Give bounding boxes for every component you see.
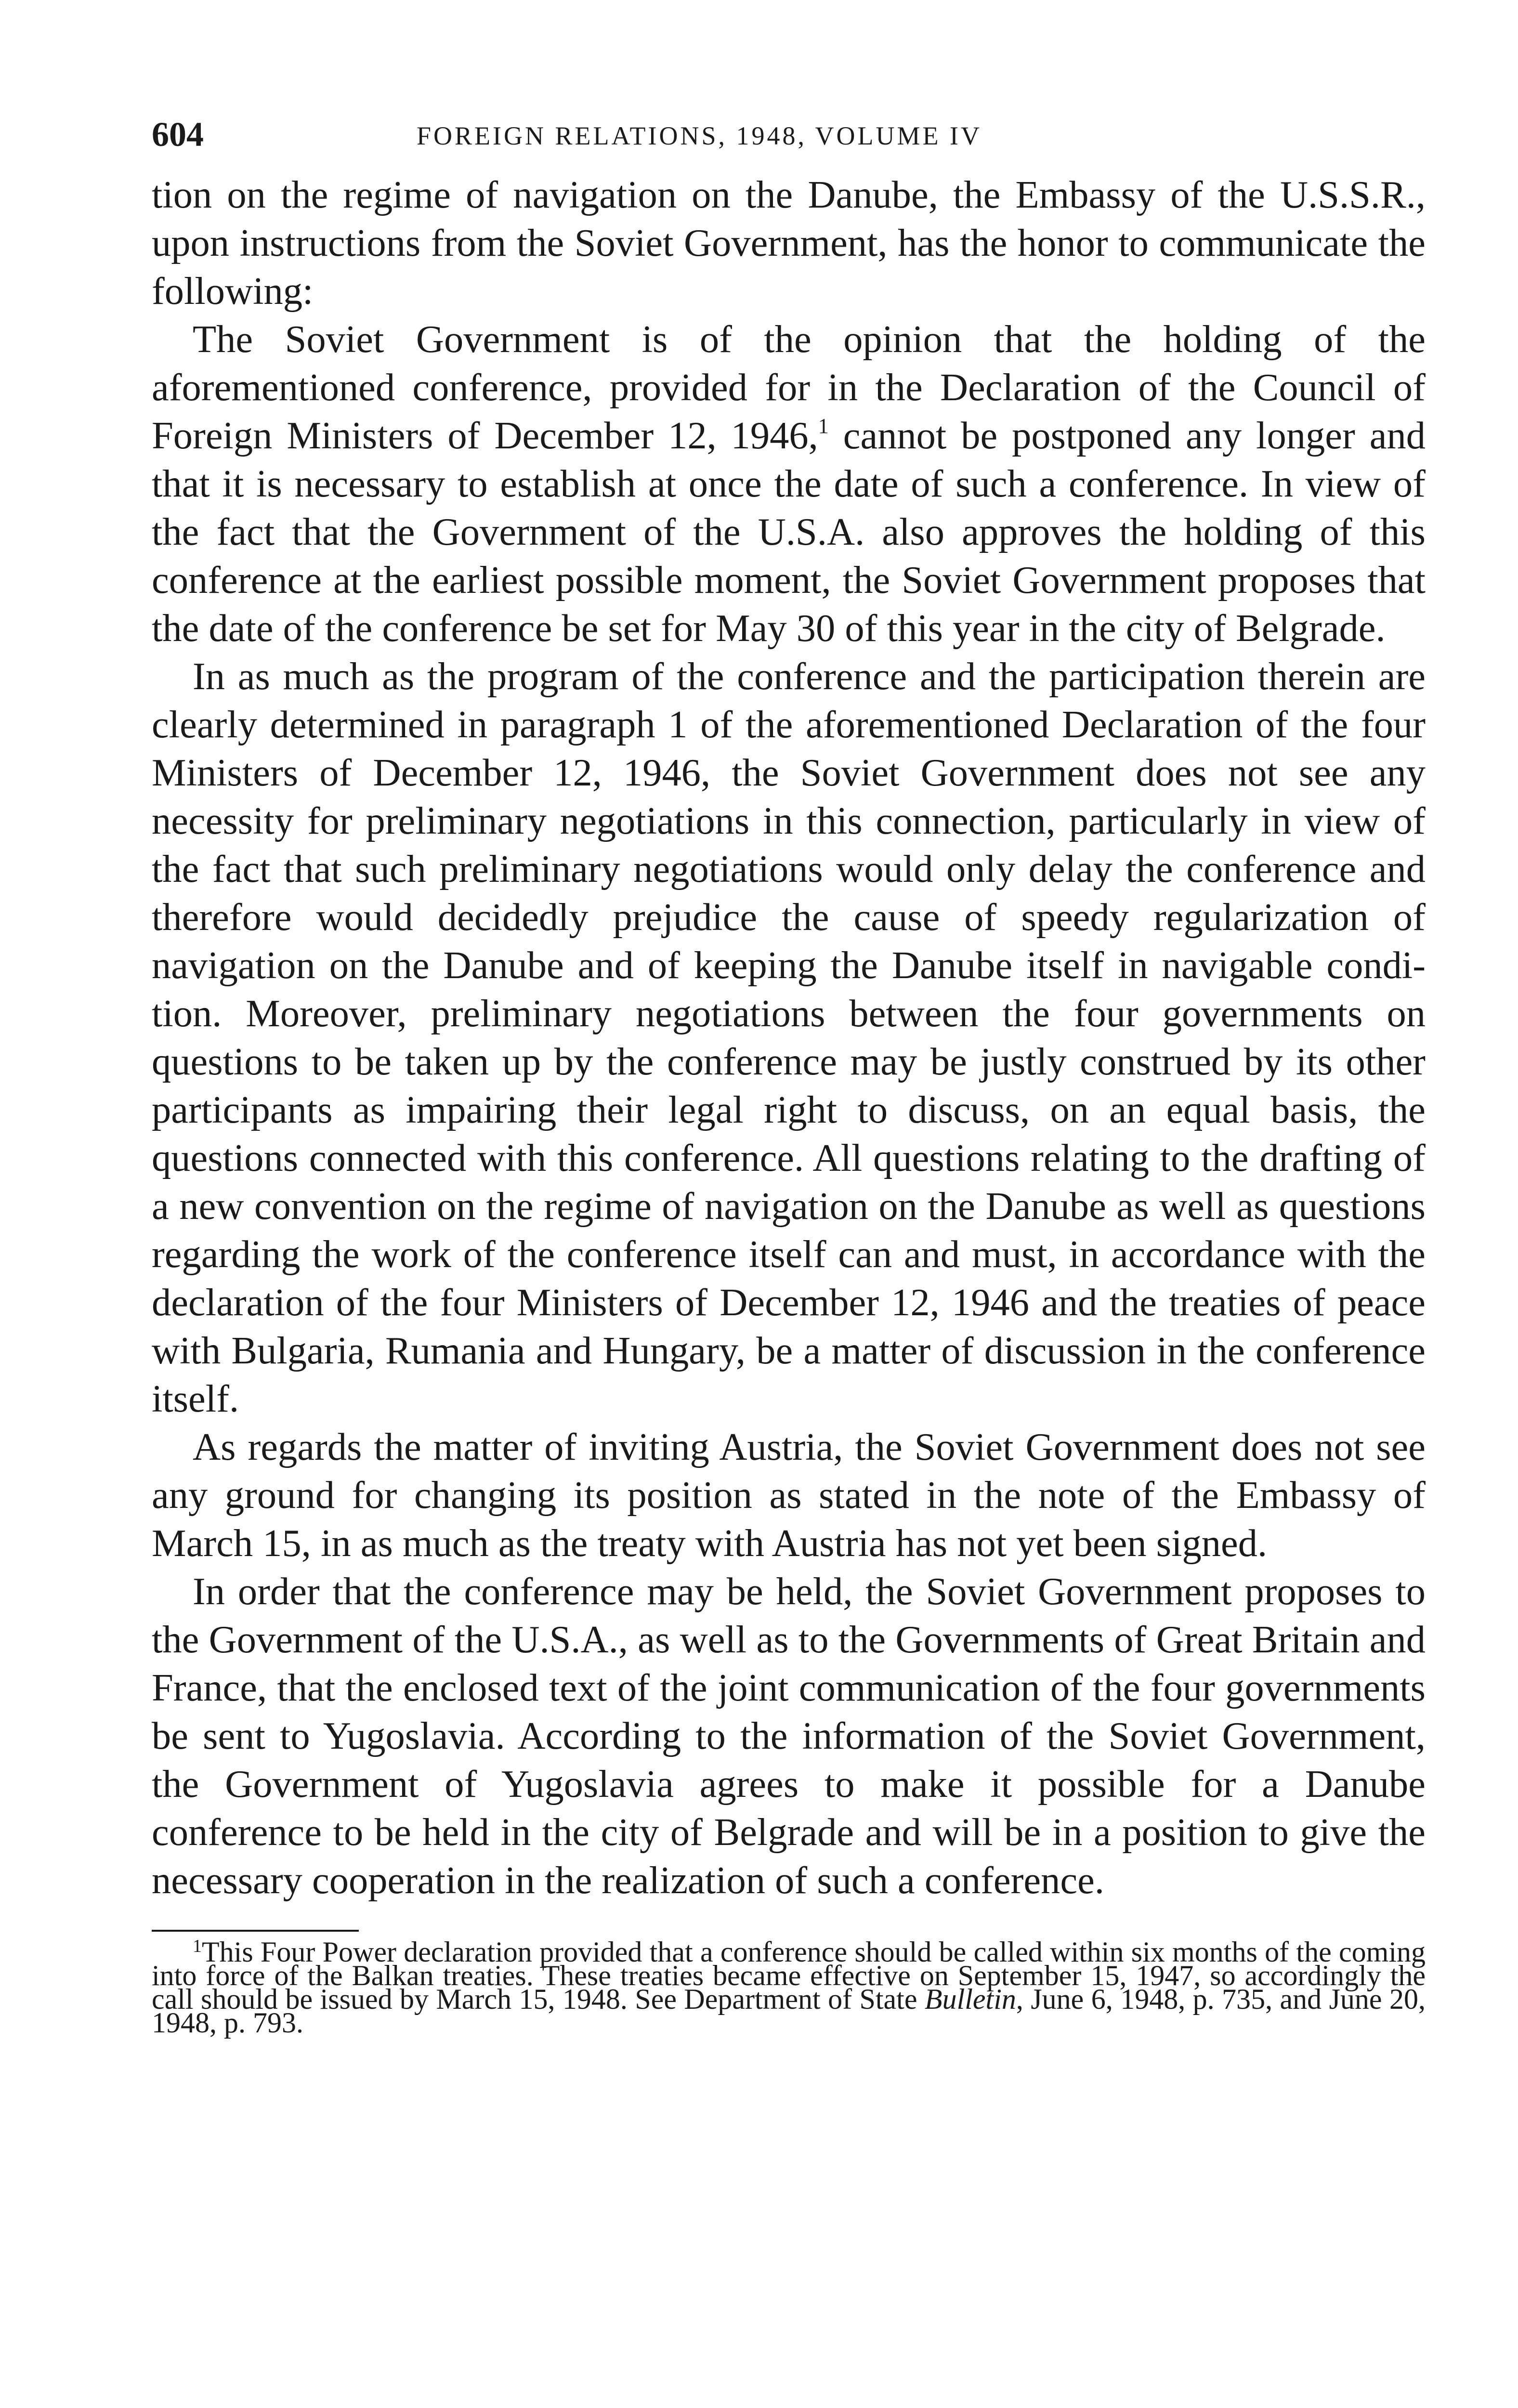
page-header: [152, 104, 1426, 171]
paragraph-text: The Soviet Government is of the opinion that the holding of the aforementioned conference, provided for in the Declaration of the Council of Foreign Ministers of December 12, 1946,: [152, 318, 1426, 457]
running-head: FOREIGN RELATIONS, 1948, VOLUME IV: [417, 121, 982, 150]
footnote: [152, 1936, 1426, 2039]
footnote-marker: 1: [193, 1936, 202, 1956]
paragraph-continuation: tion on the regime of navigation on the Danube, the Embassy of the U.S.S.R., upon instructions from the Soviet Government, has the honor to communicate the following:: [152, 173, 1426, 313]
footnote-publication-title: Bulletin: [924, 1983, 1016, 2015]
footnote-reference[interactable]: 1: [818, 414, 829, 438]
paragraph-soviet-opinion: [152, 315, 1426, 653]
footnote-text: This Four Power declaration provided that a conference should be called within six months of the coming into force of the Balkan treaties. These treaties became effective on September 15, 1947, so accordingly the call should be issued by March 15, 1948. See Department of State: [152, 1936, 1426, 2015]
document-page: [152, 104, 1426, 2039]
paragraph-text: cannot be postponed any longer and that it is necessary to establish at once the date of such a conference. In view of the fact that the Government of the U.S.A. also approves the holding of this conference at the earliest possible moment, the Soviet Government proposes that the date of the conference be set for May 30 of this year in the city of Belgrade.: [152, 414, 1426, 650]
page-number: 604: [152, 115, 204, 154]
paragraph-proposal: In order that the conference may be held, the Soviet Government proposes to the Government of the U.S.A., as well as to the Governments of Great Britain and France, that the enclosed text of the joint communication of the four governments be sent to Yugoslavia. According to the information of the Soviet Government, the Government of Yugoslavia agrees to make it possible for a Danube conference to be held in the city of Belgrade and will be in a position to give the necessary cooperation in the realization of such a conference.: [152, 1570, 1426, 1902]
body-text: [152, 171, 1426, 1905]
paragraph-program: In as much as the program of the conference and the participation therein are clearly determined in paragraph 1 of the aforementioned Declaration of the four Ministers of December 12, 1946, the Soviet Government does not see any necessity for preliminary negotiations in this connection, particularly in view of the fact that such preliminary negotiations would only delay the conference and therefore would decidedly prejudice the cause of speedy regularization of navigation on the Danube and of keeping the Danube itself in navigable condition. Moreover, preliminary negotiations between the four governments on questions to be taken up by the conference may be justly construed by its other participants as impairing their legal right to discuss, on an equal basis, the questions connected with this conference. All questions relating to the drafting of a new convention on the regime of navigation on the Danube as well as questions regarding the work of the conference itself can and must, in accordance with the declaration of the four Ministers of December 12, 1946 and the treaties of peace with Bulgaria, Rumania and Hungary, be a matter of discussion in the conference itself.: [152, 655, 1426, 1420]
footnote-divider: [152, 1930, 359, 1932]
paragraph-austria: As regards the matter of inviting Austria, the Soviet Government does not see any ground for changing its position as stated in the note of the Embassy of March 15, in as much as the treaty with Austria has not yet been signed.: [152, 1426, 1426, 1565]
footnote-text: , June 6, 1948, p. 735, and June 20, 1948, p. 793.: [152, 1983, 1426, 2039]
